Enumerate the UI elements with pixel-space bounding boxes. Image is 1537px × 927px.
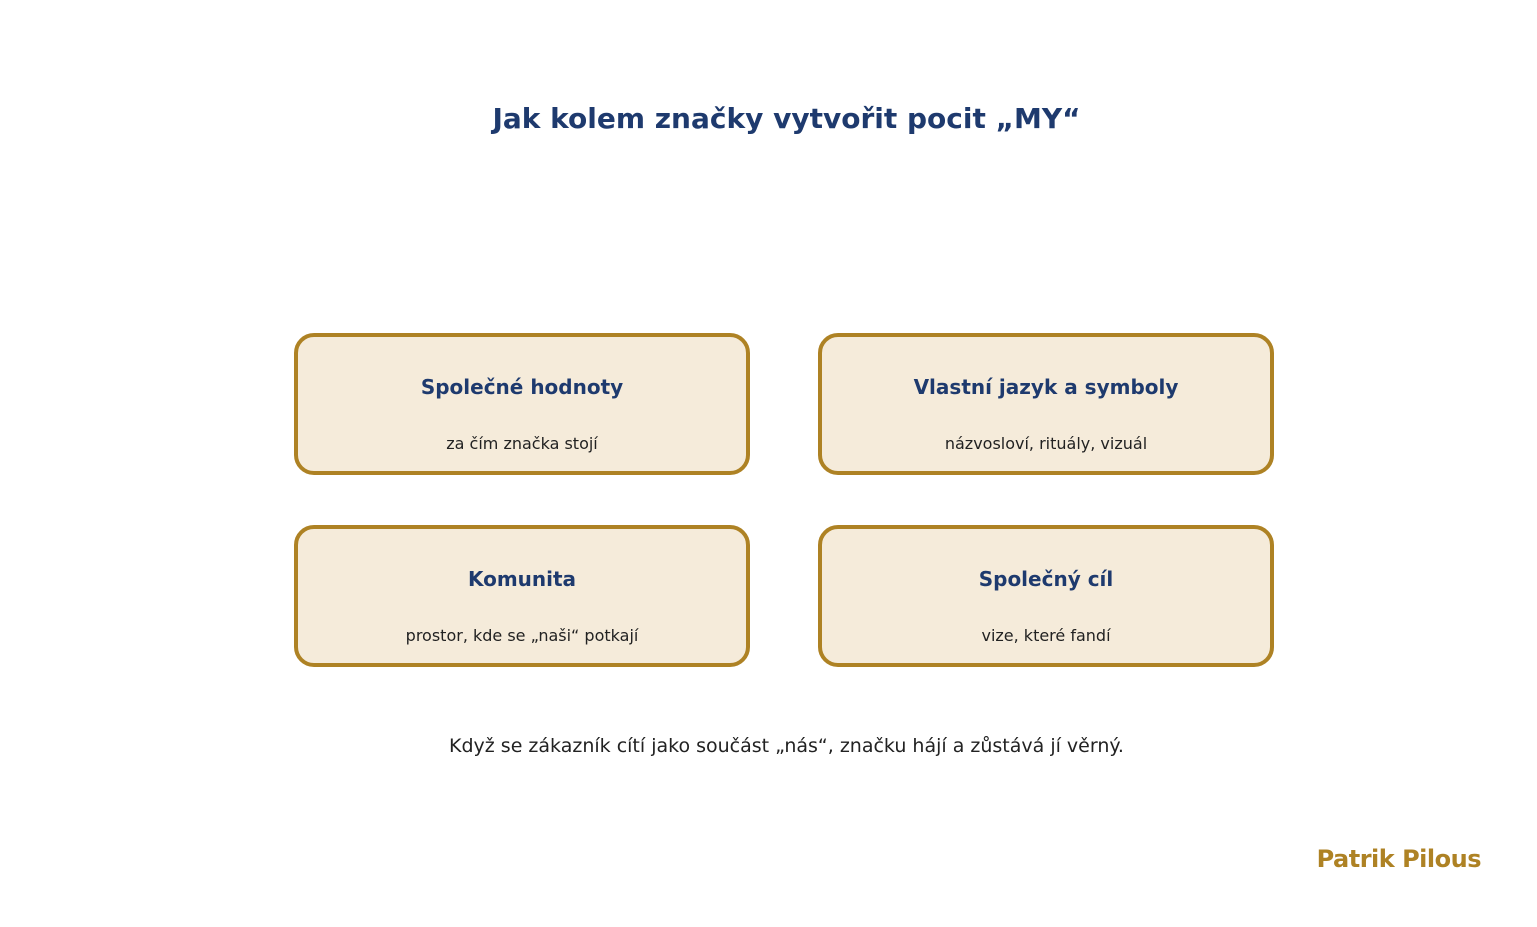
card-heading: Společný cíl (978, 567, 1114, 591)
card-heading: Vlastní jazyk a symboly (913, 375, 1179, 399)
card-heading: Komunita (467, 567, 577, 591)
card-shared-goal (818, 525, 1274, 667)
card-text: názvosloví, rituály, vizuál (944, 434, 1148, 453)
card-text: prostor, kde se „naši“ potkají (405, 626, 639, 645)
footer-text: Když se zákazník cítí jako součást „nás“, značku hájí a zůstává jí věrný. (449, 735, 1124, 757)
card-shared-values (294, 333, 750, 475)
card-community (294, 525, 750, 667)
card-heading: Společné hodnoty (420, 375, 624, 399)
card-text: vize, které fandí (981, 626, 1111, 645)
card-text: za čím značka stojí (446, 434, 598, 453)
card-own-language (818, 333, 1274, 475)
page-title: Jak kolem značky vytvořit pocit „MY“ (492, 102, 1081, 135)
brand-logo: Patrik Pilous (1316, 845, 1481, 873)
